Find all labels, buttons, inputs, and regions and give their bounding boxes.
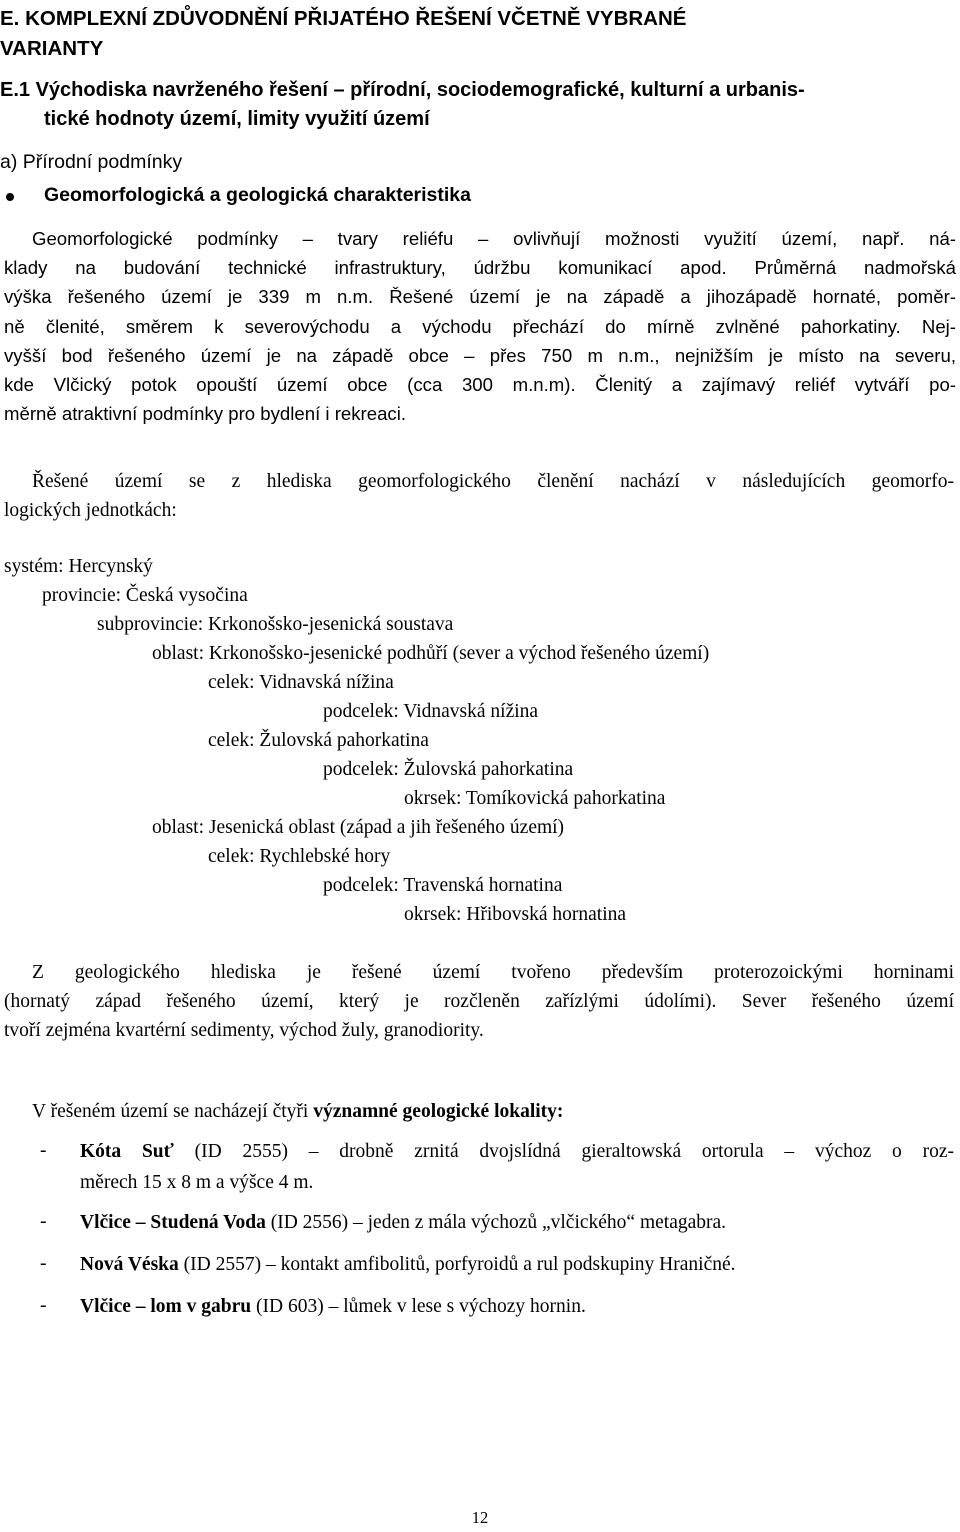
geology-paragraph xyxy=(4,958,954,1045)
paragraph-line: (hornatý západ řešeného území, který je rozčleněn zařízlými údolími). Sever řešeného území xyxy=(4,991,954,1012)
locality-description: (ID 2556) – jeden z mála výchozů „vlčického“ metagabra. xyxy=(265,1212,727,1233)
list-dash: - xyxy=(40,1211,47,1232)
hierarchy-item: podcelek: Travenská hornatina xyxy=(323,875,563,896)
paragraph-line: tvoří zejména kvartérní sedimenty, východ žuly, granodiority. xyxy=(4,1020,484,1041)
locality-name: Vlčice – Studená Voda xyxy=(80,1212,266,1233)
localities-intro-bold: významné geologické lokality: xyxy=(313,1101,564,1122)
hierarchy-item: oblast: Jesenická oblast (západ a jih řešeného území) xyxy=(152,817,565,838)
hierarchy-item: celek: Žulovská pahorkatina xyxy=(208,730,429,751)
subsection-title: a) Přírodní podmínky xyxy=(0,151,183,173)
hierarchy-item: okrsek: Hřibovská hornatina xyxy=(404,904,627,925)
locality-name: Vlčice – lom v gabru xyxy=(80,1296,252,1317)
localities-intro xyxy=(32,1097,563,1126)
paragraph-line: vyšší bod řešeného území je na západě obce – přes 750 m n.m., nejnižším je místo na severu, xyxy=(4,344,956,366)
paragraph-line: logických jednotkách: xyxy=(4,500,177,521)
hierarchy-item: celek: Rychlebské hory xyxy=(208,846,391,867)
paragraph-line: výška řešeného území je 339 m n.m. Řešené území je na západě a jihozápadě hornaté, poměr- xyxy=(4,286,956,308)
locality-description: (ID 2557) – kontakt amfibolitů, porfyroidů a rul podskupiny Hraničné. xyxy=(178,1254,736,1275)
paragraph-line: klady na budování technické infrastruktury, údržbu komunikací apod. Průměrná nadmořská xyxy=(4,257,956,279)
list-dash: - xyxy=(40,1140,47,1161)
bullet-heading: Geomorfologická a geologická charakteristika xyxy=(44,184,471,206)
locality-description: (ID 2555) – drobně zrnitá dvojslídná gieraltowská ortorula – výchoz o roz- xyxy=(173,1141,954,1162)
hierarchy-item: podcelek: Vidnavská nížina xyxy=(323,701,539,722)
paragraph-line: Z geologického hlediska je řešené území tvořeno především proterozoickými horninami xyxy=(32,962,954,983)
locality-name: Kóta Suť xyxy=(80,1141,174,1162)
locality-description: (ID 603) – lůmek v lese s výchozy hornin. xyxy=(251,1296,586,1317)
hierarchy-item: celek: Vidnavská nížina xyxy=(208,672,394,693)
paragraph-line: ně členité, směrem k severovýchodu a východu přechází do mírně zvlněné pahorkatiny. Nej- xyxy=(4,315,956,337)
hierarchy-item: oblast: Krkonošsko-jesenické podhůří (sever a východ řešeného území) xyxy=(152,643,710,664)
hierarchy-item: subprovincie: Krkonošsko-jesenická soustava xyxy=(97,614,454,635)
section-title-line1: E.1 Východiska navrženého řešení – přírodní, sociodemografické, kulturní a urbanis- xyxy=(0,79,805,101)
section-title-line2: tické hodnoty území, limity využití území xyxy=(44,108,430,130)
geomorphology-paragraph xyxy=(4,224,956,428)
list-dash: - xyxy=(40,1295,47,1316)
paragraph-line: Řešené území se z hlediska geomorfologického členění nachází v následujících geomorfo- xyxy=(32,471,954,492)
hierarchy-item: podcelek: Žulovská pahorkatina xyxy=(323,759,574,780)
locality-description-cont: měrech 15 x 8 m a výšce 4 m. xyxy=(80,1172,314,1193)
list-dash: - xyxy=(40,1253,47,1274)
hierarchy-item: provincie: Česká vysočina xyxy=(42,585,248,606)
localities-intro-text: V řešeném území se nacházejí čtyři xyxy=(32,1101,314,1122)
units-intro-paragraph xyxy=(4,467,954,525)
paragraph-line: Geomorfologické podmínky – tvary reliéfu – ovlivňují možnosti využití území, např. ná- xyxy=(32,228,956,249)
hierarchy-item: systém: Hercynský xyxy=(4,556,153,577)
chapter-title-line1: E. KOMPLEXNÍ ZDŮVODNĚNÍ PŘIJATÉHO ŘEŠENÍ VČETNĚ VYBRANÉ xyxy=(0,7,687,30)
paragraph-line: měrně atraktivní podmínky pro bydlení i rekreaci. xyxy=(4,403,407,425)
paragraph-line: kde Vlčický potok opouští území obce (cca 300 m.n.m). Členitý a zajímavý reliéf vytváří po- xyxy=(4,373,956,395)
chapter-title-line2: VARIANTY xyxy=(0,37,104,60)
hierarchy-item: okrsek: Tomíkovická pahorkatina xyxy=(404,788,666,809)
locality-name: Nová Véska xyxy=(80,1254,179,1275)
bullet-icon xyxy=(6,193,14,201)
page-number: 12 xyxy=(471,1508,489,1527)
